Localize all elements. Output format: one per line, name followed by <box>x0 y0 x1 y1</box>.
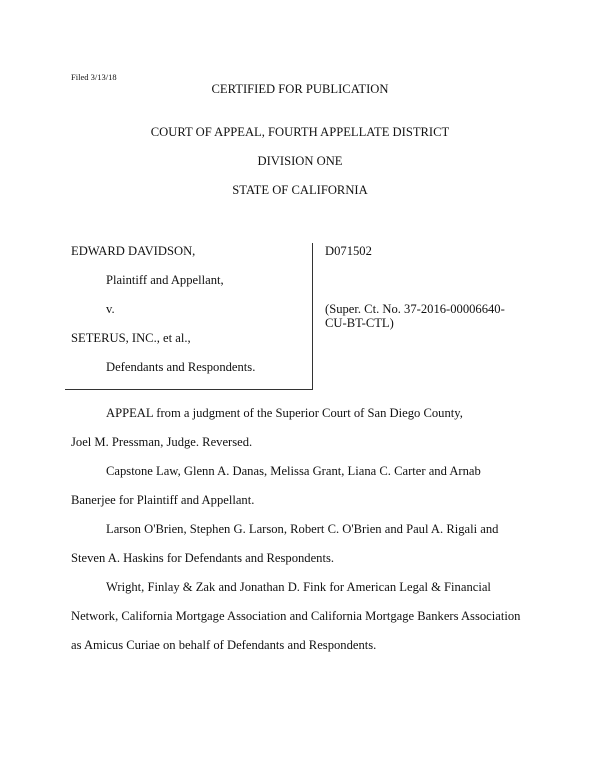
body-line: Larson O'Brien, Stephen G. Larson, Robert C. O'Brien and Paul A. Rigali and <box>106 522 499 536</box>
division-heading: DIVISION ONE <box>257 154 343 168</box>
body-line: APPEAL from a judgment of the Superior Court of San Diego County, <box>106 406 463 420</box>
body-line: Steven A. Haskins for Defendants and Respondents. <box>71 551 335 565</box>
filed-date: Filed 3/13/18 <box>71 72 117 82</box>
body-line: Network, California Mortgage Association and California Mortgage Bankers Association <box>71 609 521 623</box>
plaintiff-name: EDWARD DAVIDSON, <box>71 244 196 258</box>
state-heading: STATE OF CALIFORNIA <box>232 183 368 197</box>
court-heading: COURT OF APPEAL, FOURTH APPELLATE DISTRICT <box>150 125 450 139</box>
defendant-name: SETERUS, INC., et al., <box>71 331 191 345</box>
certified-heading: CERTIFIED FOR PUBLICATION <box>211 82 389 96</box>
body-line: Capstone Law, Glenn A. Danas, Melissa Grant, Liana C. Carter and Arnab <box>106 464 481 478</box>
superior-court-number-line1: (Super. Ct. No. 37-2016-00006640- <box>325 302 505 316</box>
defendant-role: Defendants and Respondents. <box>106 360 256 374</box>
superior-court-number-line2: CU-BT-CTL) <box>325 316 394 330</box>
versus: v. <box>106 302 115 316</box>
body-line: Wright, Finlay & Zak and Jonathan D. Fink for American Legal & Financial <box>106 580 491 594</box>
plaintiff-role: Plaintiff and Appellant, <box>106 273 224 287</box>
body-line: Banerjee for Plaintiff and Appellant. <box>71 493 255 507</box>
body-line: Joel M. Pressman, Judge. Reversed. <box>71 435 253 449</box>
caption-vertical-divider <box>312 243 313 390</box>
caption-bottom-divider <box>65 389 313 390</box>
case-number: D071502 <box>325 244 372 258</box>
body-line: as Amicus Curiae on behalf of Defendants and Respondents. <box>71 638 377 652</box>
